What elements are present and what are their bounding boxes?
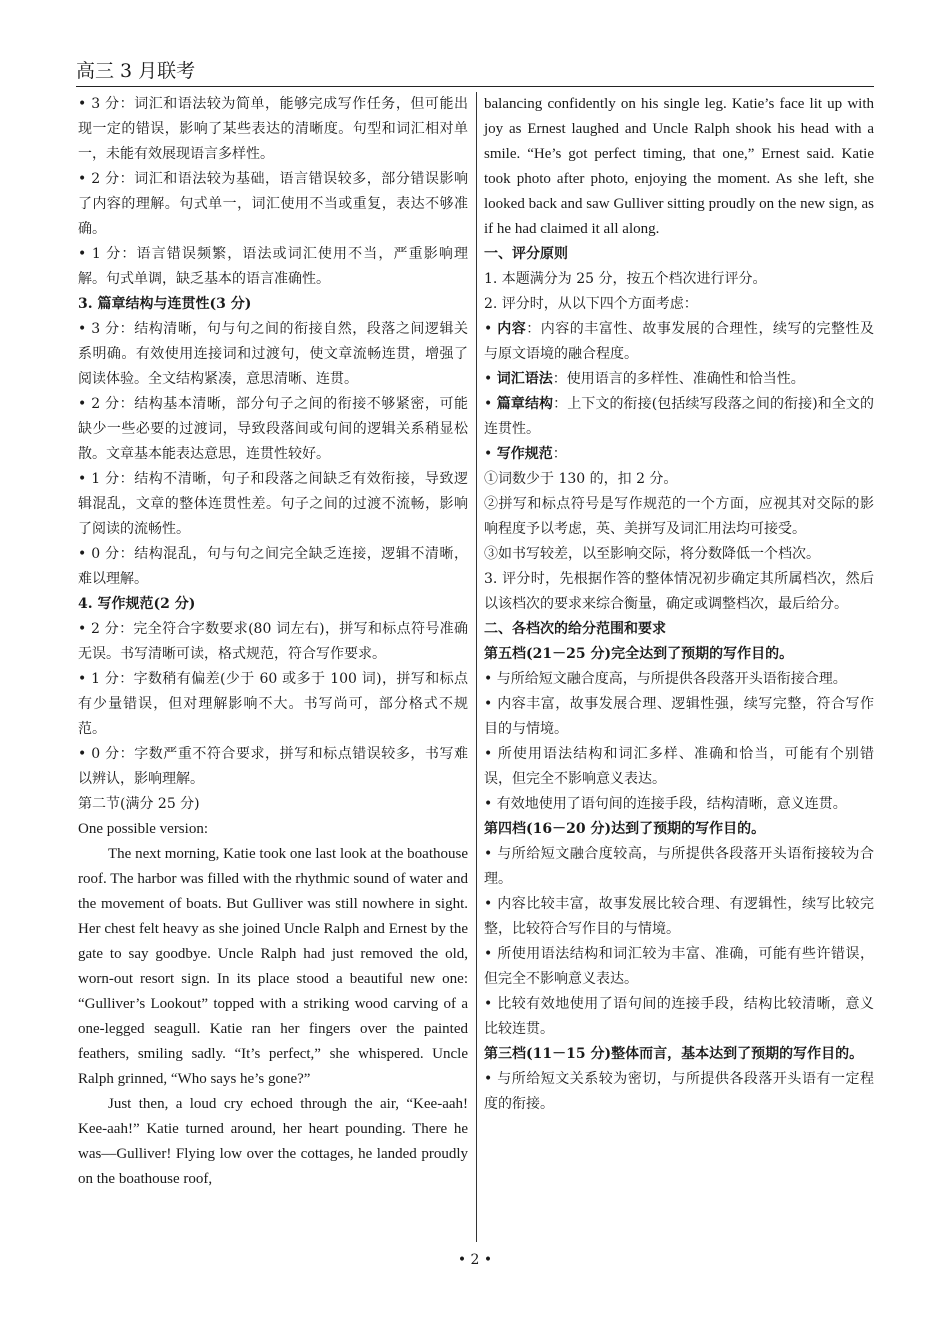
- grade-4-item: • 与所给短文融合度较高，与所提供各段落开头语衔接较为合理。: [484, 846, 874, 887]
- rubric-norms-1: • 1 分：字数稍有偏差(少于 60 或多于 100 词)，拼写和标点有少量错误，但对理解影响不大。书写尚可，部分格式不规范。: [78, 671, 468, 737]
- criterion-vocab-label: 词汇语法: [496, 371, 553, 387]
- grade-5-item: • 所使用语法结构和词汇多样、准确和恰当，可能有个别错误，但完全不影响意义表达。: [484, 746, 874, 787]
- heading-structure: 3. 篇章结构与连贯性(3 分): [78, 296, 252, 312]
- header-title: 高三 3 月联考: [76, 60, 196, 82]
- criterion-norms: • 写作规范：: [484, 446, 567, 462]
- criterion-content: • 内容：内容的丰富性、故事发展的合理性，续写的完整性及与原文语境的融合程度。: [484, 321, 875, 362]
- grade-3-item: • 与所给短文关系较为密切，与所提供各段落开头语有一定程度的衔接。: [484, 1071, 874, 1112]
- rubric-structure-0: • 0 分：结构混乱，句与句之间完全缺乏连接，逻辑不清晰，难以理解。: [78, 546, 468, 587]
- principle-3: 3. 评分时，先根据作答的整体情况初步确定其所属档次，然后以该档次的要求来综合衡量，确定或调整档次，最后给分。: [484, 571, 874, 612]
- heading-writing-norms: 4. 写作规范(2 分): [78, 596, 196, 612]
- rubric-norms-0: • 0 分：字数严重不符合要求，拼写和标点错误较多，书写难以辨认，影响理解。: [78, 746, 468, 787]
- column-divider: [476, 92, 477, 1242]
- grade-4-item: • 内容比较丰富，故事发展比较合理、有逻辑性，续写比较完整，比较符合写作目的与情境。: [484, 896, 874, 937]
- criterion-structure-text: ：上下文的衔接(包括续写段落之间的衔接)和全文的连贯性。: [484, 396, 874, 437]
- grade-4-item: • 比较有效地使用了语句间的连接手段，结构比较清晰，意义比较连贯。: [484, 996, 874, 1037]
- principle-1: 1. 本题满分为 25 分，按五个档次进行评分。: [484, 271, 767, 287]
- criterion-norms-label: 写作规范: [496, 446, 553, 462]
- criterion-content-label: 内容: [497, 321, 527, 337]
- grade-5-item: • 内容丰富，故事发展合理、逻辑性强，续写完整，符合写作目的与情境。: [484, 696, 874, 737]
- grade-3-title: 第三档(11－15 分)整体而言，基本达到了预期的写作目的。: [484, 1046, 864, 1062]
- section-two-title: 第二节(满分 25 分): [78, 796, 200, 812]
- version-label: One possible version:: [78, 821, 208, 837]
- story-paragraph-2-continued: balancing confidently on his single leg. Katie’s face lit up with joy as Ernest laughed and Uncle Ralph shook his head with a smile. “He’s got perfect timing, that one,” Ernest said. Katie took photo after photo, enjoying the moment. As she left, she looked back and saw Gulliver sitting proudly on the new sign, as if he had claimed it all along.: [484, 96, 874, 237]
- left-column: [78, 92, 468, 1192]
- rubric-language-2: • 2 分：词汇和语法较为基础，语言错误较多，部分错误影响了内容的理解。句式单一，词汇使用不当或重复，表达不够准确。: [78, 171, 468, 237]
- grade-5-title: 第五档(21－25 分)完全达到了预期的写作目的。: [484, 646, 794, 662]
- heading-grade-bands: 二、各档次的给分范围和要求: [484, 621, 666, 637]
- rubric-structure-2: • 2 分：结构基本清晰，部分句子之间的衔接不够紧密，可能缺少一些必要的过渡词，导致段落间或句间的逻辑关系稍显松散。文章基本能表达意思，连贯性较好。: [78, 396, 468, 462]
- grade-5-item: • 有效地使用了语句间的连接手段，结构清晰，意义连贯。: [484, 796, 847, 812]
- header-rule: [76, 86, 874, 87]
- rubric-language-3: • 3 分：词汇和语法较为简单，能够完成写作任务，但可能出现一定的错误，影响了某些表达的清晰度。句型和词汇相对单一，未能有效展现语言多样性。: [78, 96, 468, 162]
- story-paragraph-2: Just then, a loud cry echoed through the air, “Kee-aah! Kee-aah!” Katie turned around, her heart pounding. There he was—Gulliver! Flying low over the cottages, he landed proudly on the boathouse roof,: [78, 1096, 468, 1187]
- story-paragraph-1: The next morning, Katie took one last look at the boathouse roof. The harbor was filled with the rhythmic sound of water and the movement of boats. But Gulliver was still nowhere in sight. Her chest felt heavy as she joined Uncle Ralph and Ernest by the gate to say goodbye. Uncle Ralph had just removed the old, worn-out resort sign. In its place stood a beautiful new one: “Gulliver’s Lookout” topped with a striking wood carving of a one-legged seagull. Katie ran her fingers over the painted feathers, smiling sadly. “It’s perfect,” she whispered. Uncle Ralph grinned, “Who says he’s gone?”: [78, 846, 468, 1087]
- page-number: • 2 •: [457, 1252, 493, 1268]
- norm-item-1: ①词数少于 130 的，扣 2 分。: [484, 471, 678, 487]
- criterion-structure-label: 篇章结构: [496, 396, 554, 412]
- rubric-norms-2: • 2 分：完全符合字数要求(80 词左右)，拼写和标点符号准确无误。书写清晰可读，格式规范，符合写作要求。: [78, 621, 468, 662]
- criterion-vocab-grammar: • 词汇语法：使用语言的多样性、准确性和恰当性。: [484, 371, 805, 387]
- criterion-norms-text: ：: [552, 446, 567, 462]
- right-column: [484, 92, 874, 1117]
- rubric-structure-1: • 1 分：结构不清晰，句子和段落之间缺乏有效衔接，导致逻辑混乱，文章的整体连贯性差。句子之间的过渡不流畅，影响了阅读的流畅性。: [78, 471, 468, 537]
- criterion-structure: • 篇章结构：上下文的衔接(包括续写段落之间的衔接)和全文的连贯性。: [484, 396, 874, 437]
- criterion-vocab-text: ：使用语言的多样性、准确性和恰当性。: [552, 371, 805, 387]
- grade-4-title: 第四档(16－20 分)达到了预期的写作目的。: [484, 821, 766, 837]
- grade-5-item: • 与所给短文融合度高，与所提供各段落开头语衔接合理。: [484, 671, 847, 687]
- norm-item-3: ③如书写较差，以至影响交际，将分数降低一个档次。: [484, 546, 820, 562]
- rubric-language-1: • 1 分：语言错误频繁，语法或词汇使用不当，严重影响理解。句式单调，缺乏基本的语言准确性。: [78, 246, 468, 287]
- rubric-structure-3: • 3 分：结构清晰，句与句之间的衔接自然，段落之间逻辑关系明确。有效使用连接词和过渡句，使文章流畅连贯，增强了阅读体验。全文结构紧凑，意思清晰、连贯。: [78, 321, 468, 387]
- norm-item-2: ②拼写和标点符号是写作规范的一个方面，应视其对交际的影响程度予以考虑，英、美拼写及词汇用法均可接受。: [484, 496, 874, 537]
- page-header: [76, 58, 874, 84]
- criterion-content-text: ：内容的丰富性、故事发展的合理性，续写的完整性及与原文语境的融合程度。: [484, 321, 875, 362]
- grade-4-item: • 所使用语法结构和词汇较为丰富、准确，可能有些许错误，但完全不影响意义表达。: [484, 946, 874, 987]
- heading-scoring-principles: 一、评分原则: [484, 246, 568, 262]
- principle-2: 2. 评分时，从以下四个方面考虑：: [484, 296, 698, 312]
